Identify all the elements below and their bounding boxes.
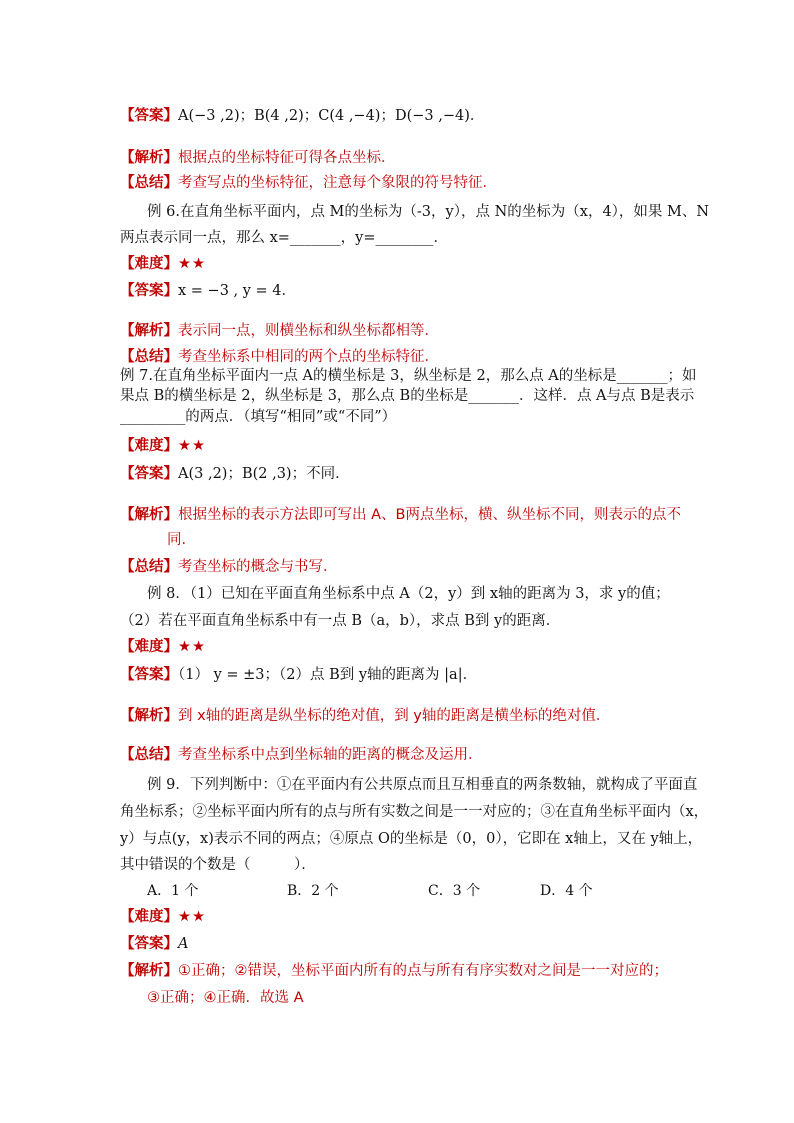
example-8-question-line: 例 8．（1）已知在平面直角坐标系中点 A（2，y）到 x轴的距离为 3，求 y的值； [147,586,670,602]
summary-line [120,745,483,765]
difficulty-line [120,637,206,657]
example-6-question-line: 例 6.在直角坐标平面内，点 M的坐标为（-3，y），点 N的坐标为（x，4），如果 M、N [147,204,710,220]
example-7-question-line: _________的两点．（填写“相同”或“不同”） [120,409,397,425]
summary-text: 考查坐标系中点到坐标轴的距离的概念及运用． [178,747,483,763]
example-9-question-line: 例 9．下列判断中：①在平面内有公共原点而且互相垂直的两条数轴，就构成了平面直 [147,777,698,793]
choice-a: A．1 个 [147,883,199,899]
difficulty-tag: 【难度】 [120,909,178,925]
answer-line [120,464,350,484]
summary-tag: 【总结】 [120,175,178,191]
difficulty-stars: ★★ [178,639,206,655]
difficulty-line [120,907,206,927]
analysis-tag: 【解析】 [120,708,178,724]
answer-text: A [178,936,189,952]
analysis-text: 同． [167,532,196,548]
summary-tag: 【总结】 [120,747,178,763]
answer-text: A(−3 ,2)；B(4 ,2)；C(4 ,−4)；D(−3 ,−4)． [178,108,485,124]
analysis-tag: 【解析】 [120,150,178,166]
example-6-question-line: 两点表示同一点，那么 x=_______，y=________． [120,230,449,246]
answer-line [120,934,188,954]
answer-line [120,665,477,685]
example-9-question-line: y）与点(y，x)表示不同的两点；④原点 O的坐标是（0，0），它即在 x轴上，又在 y轴上， [120,831,703,847]
analysis-line [120,706,610,726]
difficulty-tag: 【难度】 [120,438,178,454]
answer-tag: 【答案】 [120,936,178,952]
choice-b: B．2 个 [287,883,339,899]
answer-text: （1） y = ±3；（2）点 B到 y轴的距离为 |a|． [178,667,478,683]
example-8-question-line: （2）若在平面直角坐标系中有一点 B（a，b），求点 B到 y的距离． [120,613,561,629]
analysis-text: ①正确；②错误，坐标平面内所有的点与所有有序实数对之间是一一对应的； [178,963,668,979]
summary-text: 考查坐标的概念与书写． [178,559,338,575]
analysis-line [120,505,681,525]
analysis-tag: 【解析】 [120,323,178,339]
answer-tag: 【答案】 [120,466,178,482]
difficulty-stars: ★★ [178,256,206,272]
example-9-question-line: 角坐标系；②坐标平面内所有的点与所有实数之间是一一对应的；③在直角坐标平面内（x， [120,804,709,820]
summary-text: 考查坐标系中相同的两个点的坐标特征． [178,349,439,365]
example-7-question-line: 例 7.在直角坐标平面内一点 A的横坐标是 3，纵坐标是 2，那么点 A的坐标是_______；如 [120,368,697,384]
analysis-line [120,148,396,168]
difficulty-line [120,436,206,456]
answer-tag: 【答案】 [120,108,178,124]
example-7-question-line: 果点 B的横坐标是 2，纵坐标是 3，那么点 B的坐标是_______．这样．点 A与点 B是表示 [120,388,695,404]
summary-tag: 【总结】 [120,559,178,575]
difficulty-stars: ★★ [178,909,206,925]
analysis-line [120,961,668,981]
summary-line [120,557,338,577]
choice-d: D．4 个 [540,883,593,899]
summary-line [120,347,439,367]
answer-line [120,106,484,126]
difficulty-tag: 【难度】 [120,256,178,272]
choice-c: C．3 个 [428,883,481,899]
analysis-continuation [147,988,304,1008]
answer-tag: 【答案】 [120,283,178,299]
analysis-line [120,321,439,341]
difficulty-tag: 【难度】 [120,639,178,655]
analysis-text: 表示同一点，则横坐标和纵坐标都相等． [178,323,439,339]
answer-text: A(3 ,2)；B(2 ,3)；不同． [178,466,350,482]
analysis-tag: 【解析】 [120,507,178,523]
analysis-text: 到 x轴的距离是纵坐标的绝对值，到 y轴的距离是横坐标的绝对值． [178,708,611,724]
analysis-tag: 【解析】 [120,963,178,979]
answer-text: x = −3 , y = 4． [178,283,297,299]
analysis-text: 根据坐标的表示方法即可写出 A、B两点坐标，横、纵坐标不同，则表示的点不 [178,507,681,523]
difficulty-stars: ★★ [178,438,206,454]
analysis-text: 根据点的坐标特征可得各点坐标． [178,150,396,166]
summary-text: 考查写点的坐标特征，注意每个象限的符号特征． [178,175,497,191]
answer-line [120,281,296,301]
answer-tag: 【答案】 [120,667,178,683]
summary-tag: 【总结】 [120,349,178,365]
difficulty-line [120,254,206,274]
example-9-question-line: 其中错误的个数是（ ）． [120,857,316,873]
summary-line [120,173,497,193]
analysis-text: ③正确；④正确．故选 A [147,990,304,1006]
analysis-continuation [167,530,196,550]
